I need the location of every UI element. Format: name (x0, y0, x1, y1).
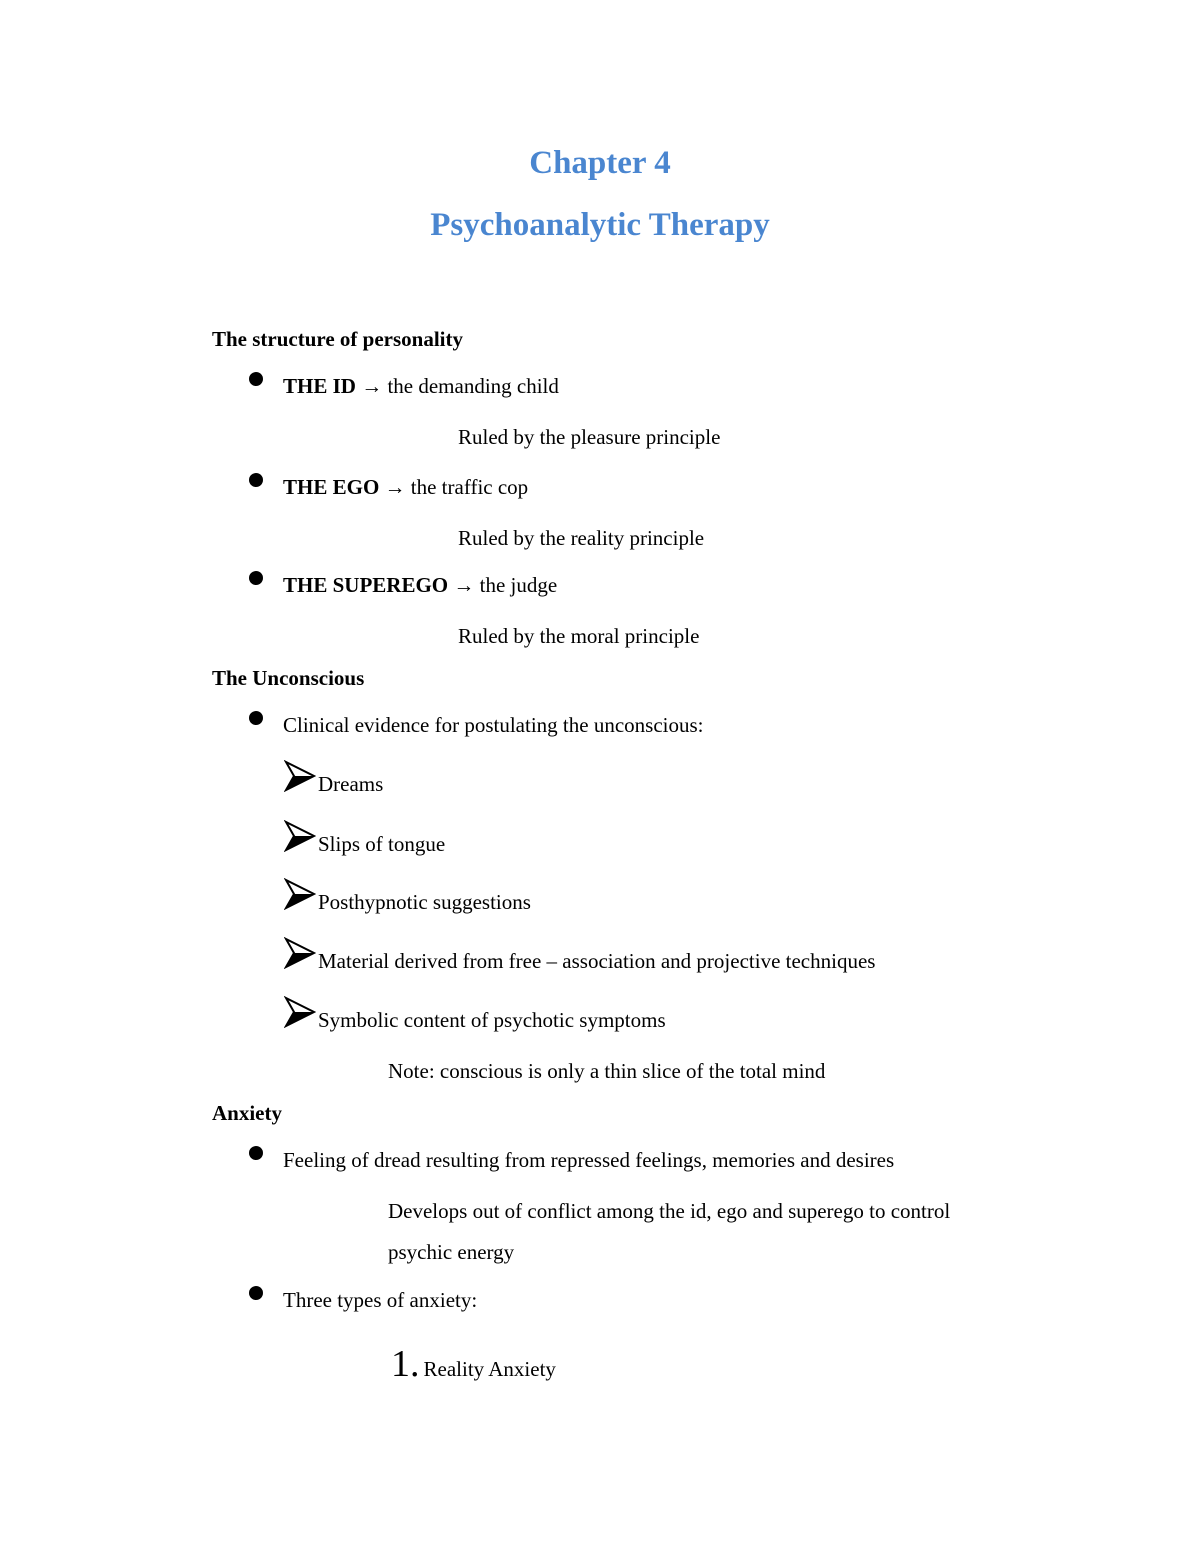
bullet-icon (249, 473, 263, 487)
bullet-icon (249, 711, 263, 725)
bullet-icon (249, 571, 263, 585)
anxiety-sub-line-1: Develops out of conflict among the id, ego and superego to control (388, 1199, 951, 1223)
anxiety-type-item (391, 1344, 556, 1384)
note-ego: Ruled by the reality principle (458, 526, 705, 550)
desc-id: the demanding child (387, 374, 559, 398)
arrow-icon: → (453, 573, 475, 597)
personality-item-ego (283, 474, 528, 500)
evidence-item: Material derived from free – association and projective techniques (318, 949, 876, 973)
arrowhead-bullet-icon (284, 996, 316, 1028)
arrowhead-bullet-icon (284, 937, 316, 969)
term-ego: THE EGO (283, 475, 380, 499)
unconscious-note: Note: conscious is only a thin slice of the total mind (388, 1059, 826, 1083)
anxiety-type-label: Reality Anxiety (423, 1357, 556, 1381)
unconscious-bullet: Clinical evidence for postulating the unconscious: (283, 713, 704, 737)
evidence-item: Slips of tongue (318, 832, 446, 856)
bullet-icon (249, 1286, 263, 1300)
section-heading-structure: The structure of personality (212, 327, 464, 351)
evidence-item: Symbolic content of psychotic symptoms (318, 1008, 666, 1032)
arrowhead-bullet-icon (284, 760, 316, 792)
bullet-icon (249, 1146, 263, 1160)
anxiety-bullet-2: Three types of anxiety: (283, 1288, 478, 1312)
desc-ego: the traffic cop (410, 475, 529, 499)
personality-item-id (283, 373, 559, 399)
note-id: Ruled by the pleasure principle (458, 425, 721, 449)
evidence-item: Posthypnotic suggestions (318, 890, 531, 914)
arrow-icon: → (361, 374, 383, 398)
anxiety-bullet-1: Feeling of dread resulting from repressed feelings, memories and desires (283, 1148, 895, 1172)
term-superego: THE SUPEREGO (283, 573, 449, 597)
section-heading-unconscious: The Unconscious (212, 666, 365, 690)
chapter-number: Chapter 4 (529, 145, 671, 181)
bullet-icon (249, 372, 263, 386)
personality-item-superego (283, 572, 557, 598)
section-heading-anxiety: Anxiety (212, 1101, 282, 1125)
chapter-title: Psychoanalytic Therapy (430, 207, 770, 243)
list-number: 1. (391, 1343, 420, 1385)
term-id: THE ID (283, 374, 356, 398)
arrowhead-bullet-icon (284, 878, 316, 910)
note-superego: Ruled by the moral principle (458, 624, 700, 648)
desc-superego: the judge (479, 573, 558, 597)
arrow-icon: → (384, 475, 406, 499)
arrowhead-bullet-icon (284, 820, 316, 852)
anxiety-sub-line-2: psychic energy (388, 1240, 515, 1264)
evidence-item: Dreams (318, 772, 384, 796)
